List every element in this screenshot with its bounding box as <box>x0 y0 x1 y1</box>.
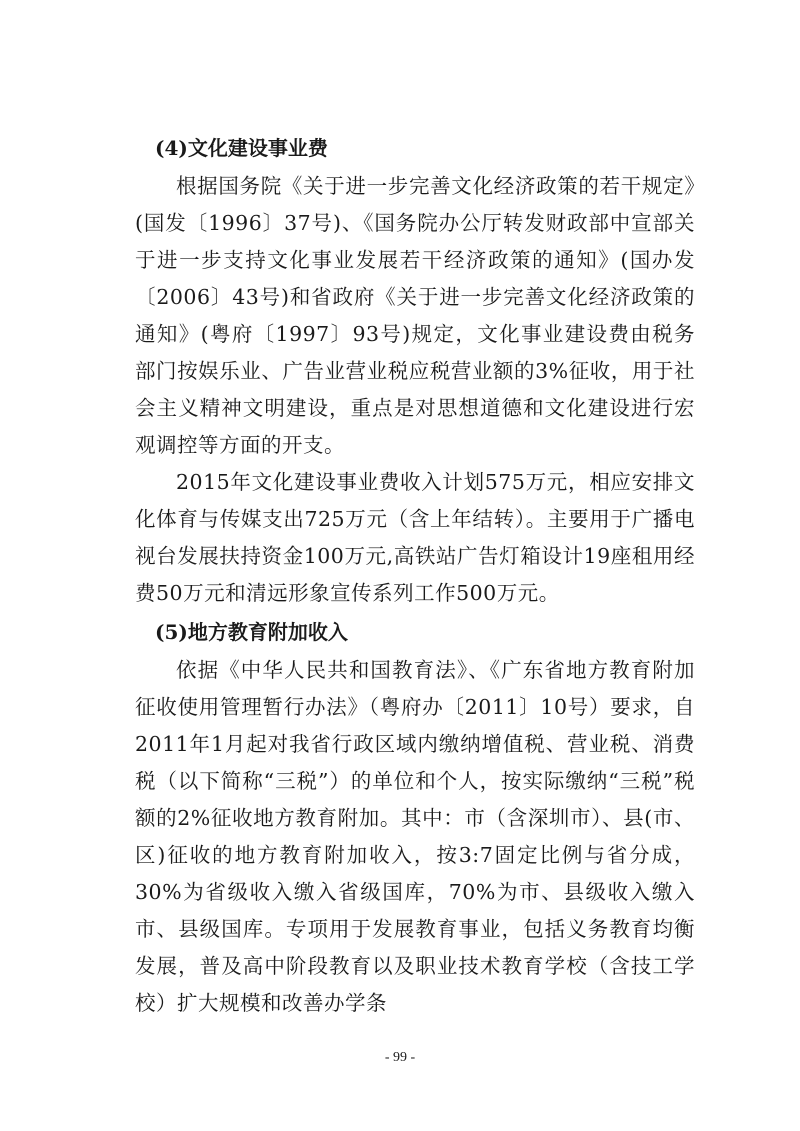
section-4-heading: (4)文化建设事业费 <box>155 136 328 160</box>
section-5-paragraph-1: 依据《中华人民共和国教育法》、《广东省地方教育附加征收使用管理暂行办法》（粤府办〔2011〕10号）要求，自2011年1月起对我省行政区域内缴纳增值税、营业税、消费税（以下简称“三税”）的单位和个人，按实际缴纳“三税”税额的2%征收地方教育附加。其中：市（含深圳市）、县(市、区)征收的地方教育附加收入，按3:7固定比例与省分成，30%为省级收入缴入省级国库，70%为市、县级收入缴入市、县级国库。专项用于发展教育事业，包括义务教育均衡发展，普及高中阶段教育以及职业技术教育学校（含技工学校）扩大规模和改善办学条 <box>135 658 695 1015</box>
page-content <box>135 128 695 1022</box>
section-4-paragraph-1: 根据国务院《关于进一步完善文化经济政策的若干规定》(国发〔1996〕37号)、《国务院办公厅转发财政部中宣部关于进一步支持文化事业发展若干经济政策的通知》(国办发〔2006〕43号)和省政府《关于进一步完善文化经济政策的通知》(粤府〔1997〕93号)规定，文化事业建设费由税务部门按娱乐业、广告业营业税应税营业额的3%征收，用于社会主义精神文明建设，重点是对思想道德和文化建设进行宏观调控等方面的开支。 <box>135 174 695 457</box>
page-number: - 99 - <box>384 1050 416 1065</box>
section-4-paragraph-2: 2015年文化建设事业费收入计划575万元，相应安排文化体育与传媒支出725万元（含上年结转）。主要用于广播电视台发展扶持资金100万元,高铁站广告灯箱设计19座租用经费50万元和清远形象宣传系列工作500万元。 <box>135 470 695 605</box>
section-5-heading: (5)地方教育附加收入 <box>155 620 348 644</box>
